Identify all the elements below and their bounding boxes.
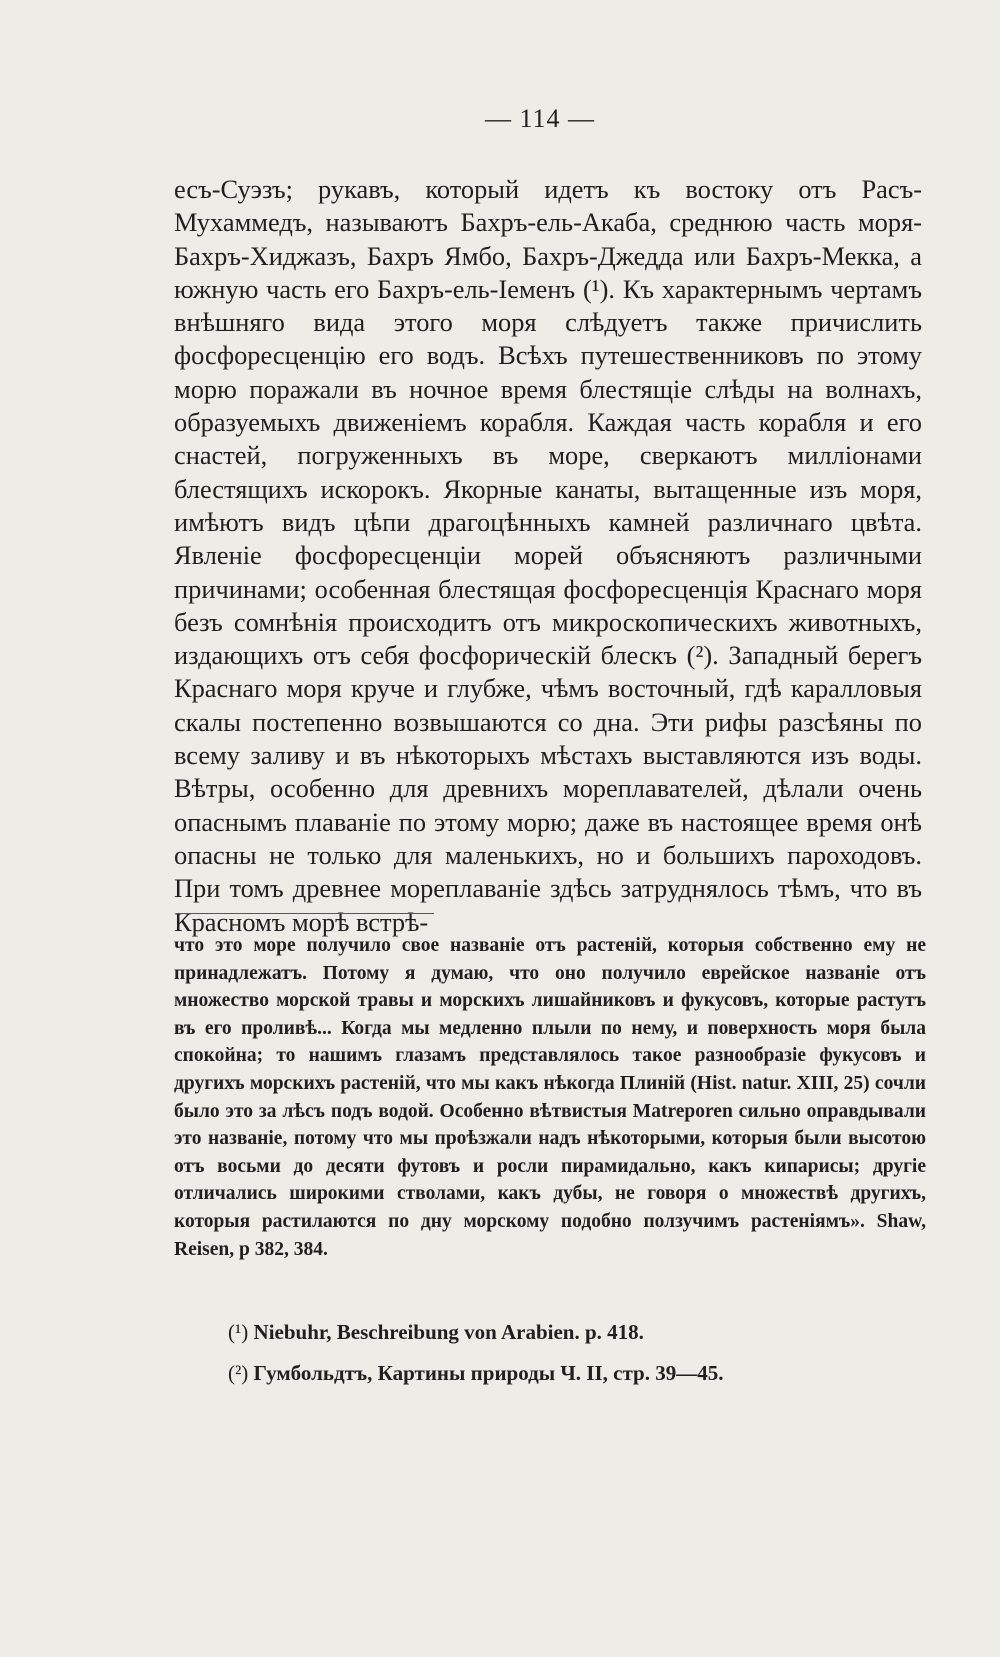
footnote-list	[228, 1312, 928, 1394]
footnote-continuation-block	[174, 932, 926, 1263]
footnote-mark: (²)	[228, 1361, 249, 1385]
footnote-item-1	[228, 1312, 928, 1353]
footnote-continuation: что это море получило свое названіе отъ растеній, которыя собственно ему не принадлежатъ. Потому я думаю, что оно получило еврейское названіе отъ множество морской травы и морскихъ лишайниковъ и фукусовъ, которые растутъ въ его проливѣ... Когда мы медленно плыли по нему, и поверхность моря была спокойна; то нашимъ глазамъ представлялось такое разнообразіе фукусовъ и другихъ морскихъ растеній, что мы какъ нѣкогда Плиній (Hist. natur. XIII, 25) сочли было это за лѣсъ подъ водой. Особенно вѣтвистыя Matreporen сильно оправдывали это названіе, потому что мы проѣзжали надъ нѣкоторыми, которыя были высотою отъ восьми до десяти футовъ и росли пирамидально, какъ кипарисы; другіе отличались широкими стволами, какъ дубы, не говоря о множествѣ другихъ, которыя растилаются по дну морскому подобно ползучимъ растеніямъ». Shaw, Reisen, p 382, 384.	[174, 935, 926, 1260]
footnote-divider	[176, 913, 434, 914]
main-text-block	[174, 173, 922, 939]
footnote-text: Гумбольдтъ, Картины природы Ч. II, стр. 39—45.	[253, 1361, 724, 1385]
footnote-mark: (¹)	[228, 1320, 249, 1344]
footnote-text: Niebuhr, Beschreibung von Arabien. p. 418.	[253, 1320, 644, 1344]
footnote-item-2	[228, 1353, 928, 1394]
main-paragraph: есъ-Суэзъ; рукавъ, который идетъ къ востоку отъ Расъ-Мухаммедъ, называютъ Бахръ-ель-Акаба, среднюю часть моря-Бахръ-Хиджазъ, Бахръ Ямбо, Бахръ-Джедда или Бахръ-Мекка, а южную часть его Бахръ-ель-Іеменъ (¹). Къ характернымъ чертамъ внѣшняго вида этого моря слѣдуетъ также причислить фосфоресценцію его водъ. Всѣхъ путешественниковъ по этому морю поражали въ ночное время блестящіе слѣды на волнахъ, образуемыхъ движеніемъ корабля. Каждая часть корабля и его снастей, погруженныхъ въ море, сверкаютъ милліонами блестящихъ искорокъ. Якорные канаты, вытащенные изъ моря, имѣютъ видъ цѣпи драгоцѣнныхъ камней различнаго цвѣта. Явленіе фосфоресценціи морей объясняютъ различными причинами; особенная блестящая фосфоресценція Краснаго моря безъ сомнѣнія происходитъ отъ микроскопическихъ животныхъ, издающихъ отъ себя фосфорическій блескъ (²). Западный берегъ Краснаго моря круче и глубже, чѣмъ восточный, гдѣ каралловыя скалы постепенно возвышаются со дна. Эти рифы разсѣяны по всему заливу и въ нѣкоторыхъ мѣстахъ выставляются изъ воды. Вѣтры, особенно для древнихъ мореплавателей, дѣлали очень опаснымъ плаваніе по этому морю; даже въ настоящее время онѣ опасны не только для маленькихъ, но и большихъ пароходовъ. При томъ древнее мореплаваніе здѣсь затруднялось тѣмъ, что въ Красномъ морѣ встрѣ-	[174, 174, 922, 937]
page-number: — 114 —	[484, 104, 596, 133]
